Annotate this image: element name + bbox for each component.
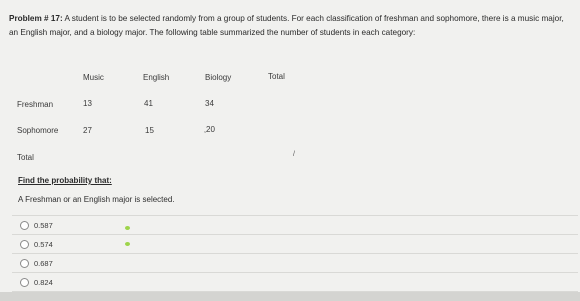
option-3[interactable] [12,254,578,272]
green-marker-dot [125,226,130,230]
row-label-total: Total [17,153,34,162]
answer-options [12,215,578,292]
option-2[interactable] [12,235,578,253]
radio-button[interactable] [20,259,29,268]
cell-freshman-music: 13 [83,99,92,108]
bottom-band [0,292,580,301]
col-header-english: English [143,73,170,82]
cell-sophomore-biology: 20 [206,125,215,134]
green-marker-dot [125,242,130,246]
stray-slash-mark: / [293,151,295,158]
radio-button[interactable] [20,221,29,230]
option-1[interactable] [12,216,578,234]
col-header-biology: Biology [205,73,232,82]
option-label: 0.824 [34,277,53,287]
cell-freshman-biology: 34 [205,99,214,108]
find-probability-label: Find the probability that: [18,176,112,185]
cell-sophomore-english: 15 [145,126,154,135]
option-label: 0.687 [34,258,53,268]
col-header-music: Music [83,73,104,82]
col-header-total: Total [268,72,285,81]
cell-sophomore-music: 27 [83,126,92,135]
cell-freshman-english: 41 [144,99,153,108]
radio-button[interactable] [20,240,29,249]
stray-tick-mark: ˇ [204,132,207,139]
row-label-freshman: Freshman [17,100,54,109]
radio-button[interactable] [20,278,29,287]
option-label: 0.574 [34,239,53,249]
problem-number: Problem # 17: [9,14,63,23]
row-label-sophomore: Sophomore [17,126,59,135]
option-4[interactable] [12,273,578,291]
event-description: A Freshman or an English major is selected. [18,195,175,204]
option-label: 0.587 [34,220,53,230]
problem-text: A student is to be selected randomly from a group of students. For each classification of freshman and sophomore, there is a music major, an English major, and a biology major. The following table summarized the number of students in each category: [9,14,564,37]
